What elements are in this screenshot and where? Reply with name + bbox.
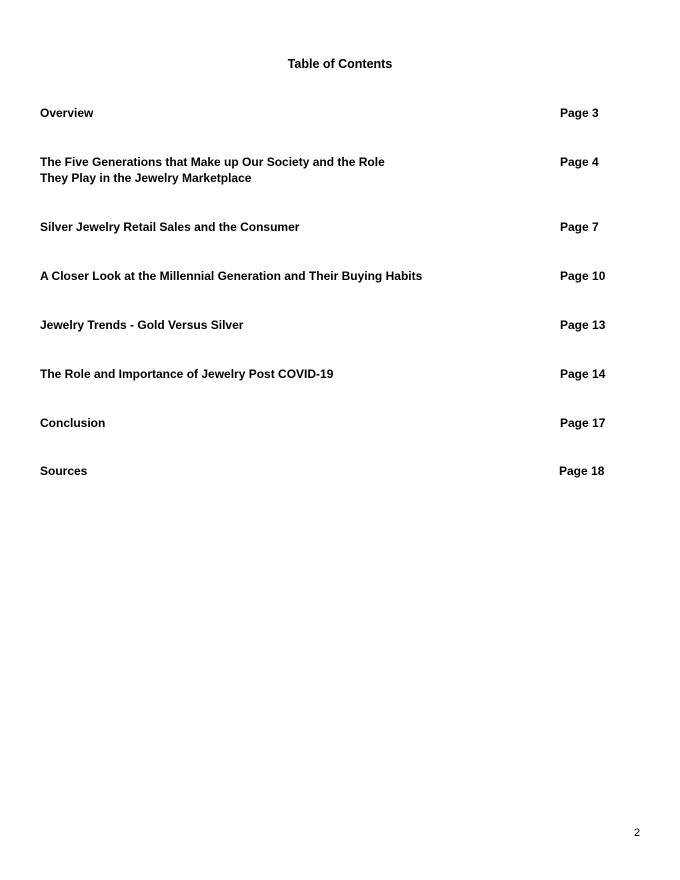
- toc-entry-line: Overview: [40, 106, 94, 120]
- page-number: 2: [634, 827, 641, 839]
- toc-entry-text: [40, 366, 520, 382]
- toc-entry-line: Silver Jewelry Retail Sales and the Consumer: [40, 220, 300, 234]
- toc-entry-text: [40, 154, 520, 186]
- toc-entry-text: [40, 105, 520, 121]
- toc-entry-page: Page 10: [560, 269, 606, 283]
- toc-title: Table of Contents: [287, 57, 393, 71]
- toc-entry-page: Page 14: [560, 367, 606, 381]
- toc-entry-page: Page 4: [560, 155, 599, 169]
- toc-entry-line: Conclusion: [40, 416, 106, 430]
- toc-entry-text: [40, 317, 520, 333]
- toc-entry-text: [40, 463, 520, 479]
- toc-entry-line: The Five Generations that Make up Our Society and the Role: [40, 155, 385, 169]
- toc-entry-line: Jewelry Trends - Gold Versus Silver: [40, 318, 244, 332]
- toc-entry-page: Page 3: [560, 106, 599, 120]
- toc-entry-text: [40, 415, 520, 431]
- toc-entry-line: A Closer Look at the Millennial Generation and Their Buying Habits: [40, 269, 423, 283]
- toc-entry-page: Page 17: [560, 416, 606, 430]
- toc-entry-page: Page 18: [559, 464, 605, 478]
- toc-entry-line: The Role and Importance of Jewelry Post COVID-19: [40, 367, 334, 381]
- toc-entry-page: Page 7: [560, 220, 599, 234]
- toc-entry-page: Page 13: [560, 318, 606, 332]
- toc-entry-line: They Play in the Jewelry Marketplace: [40, 171, 252, 185]
- toc-entry-text: [40, 219, 520, 235]
- toc-entry-text: [40, 268, 520, 284]
- toc-entry-line: Sources: [40, 464, 88, 478]
